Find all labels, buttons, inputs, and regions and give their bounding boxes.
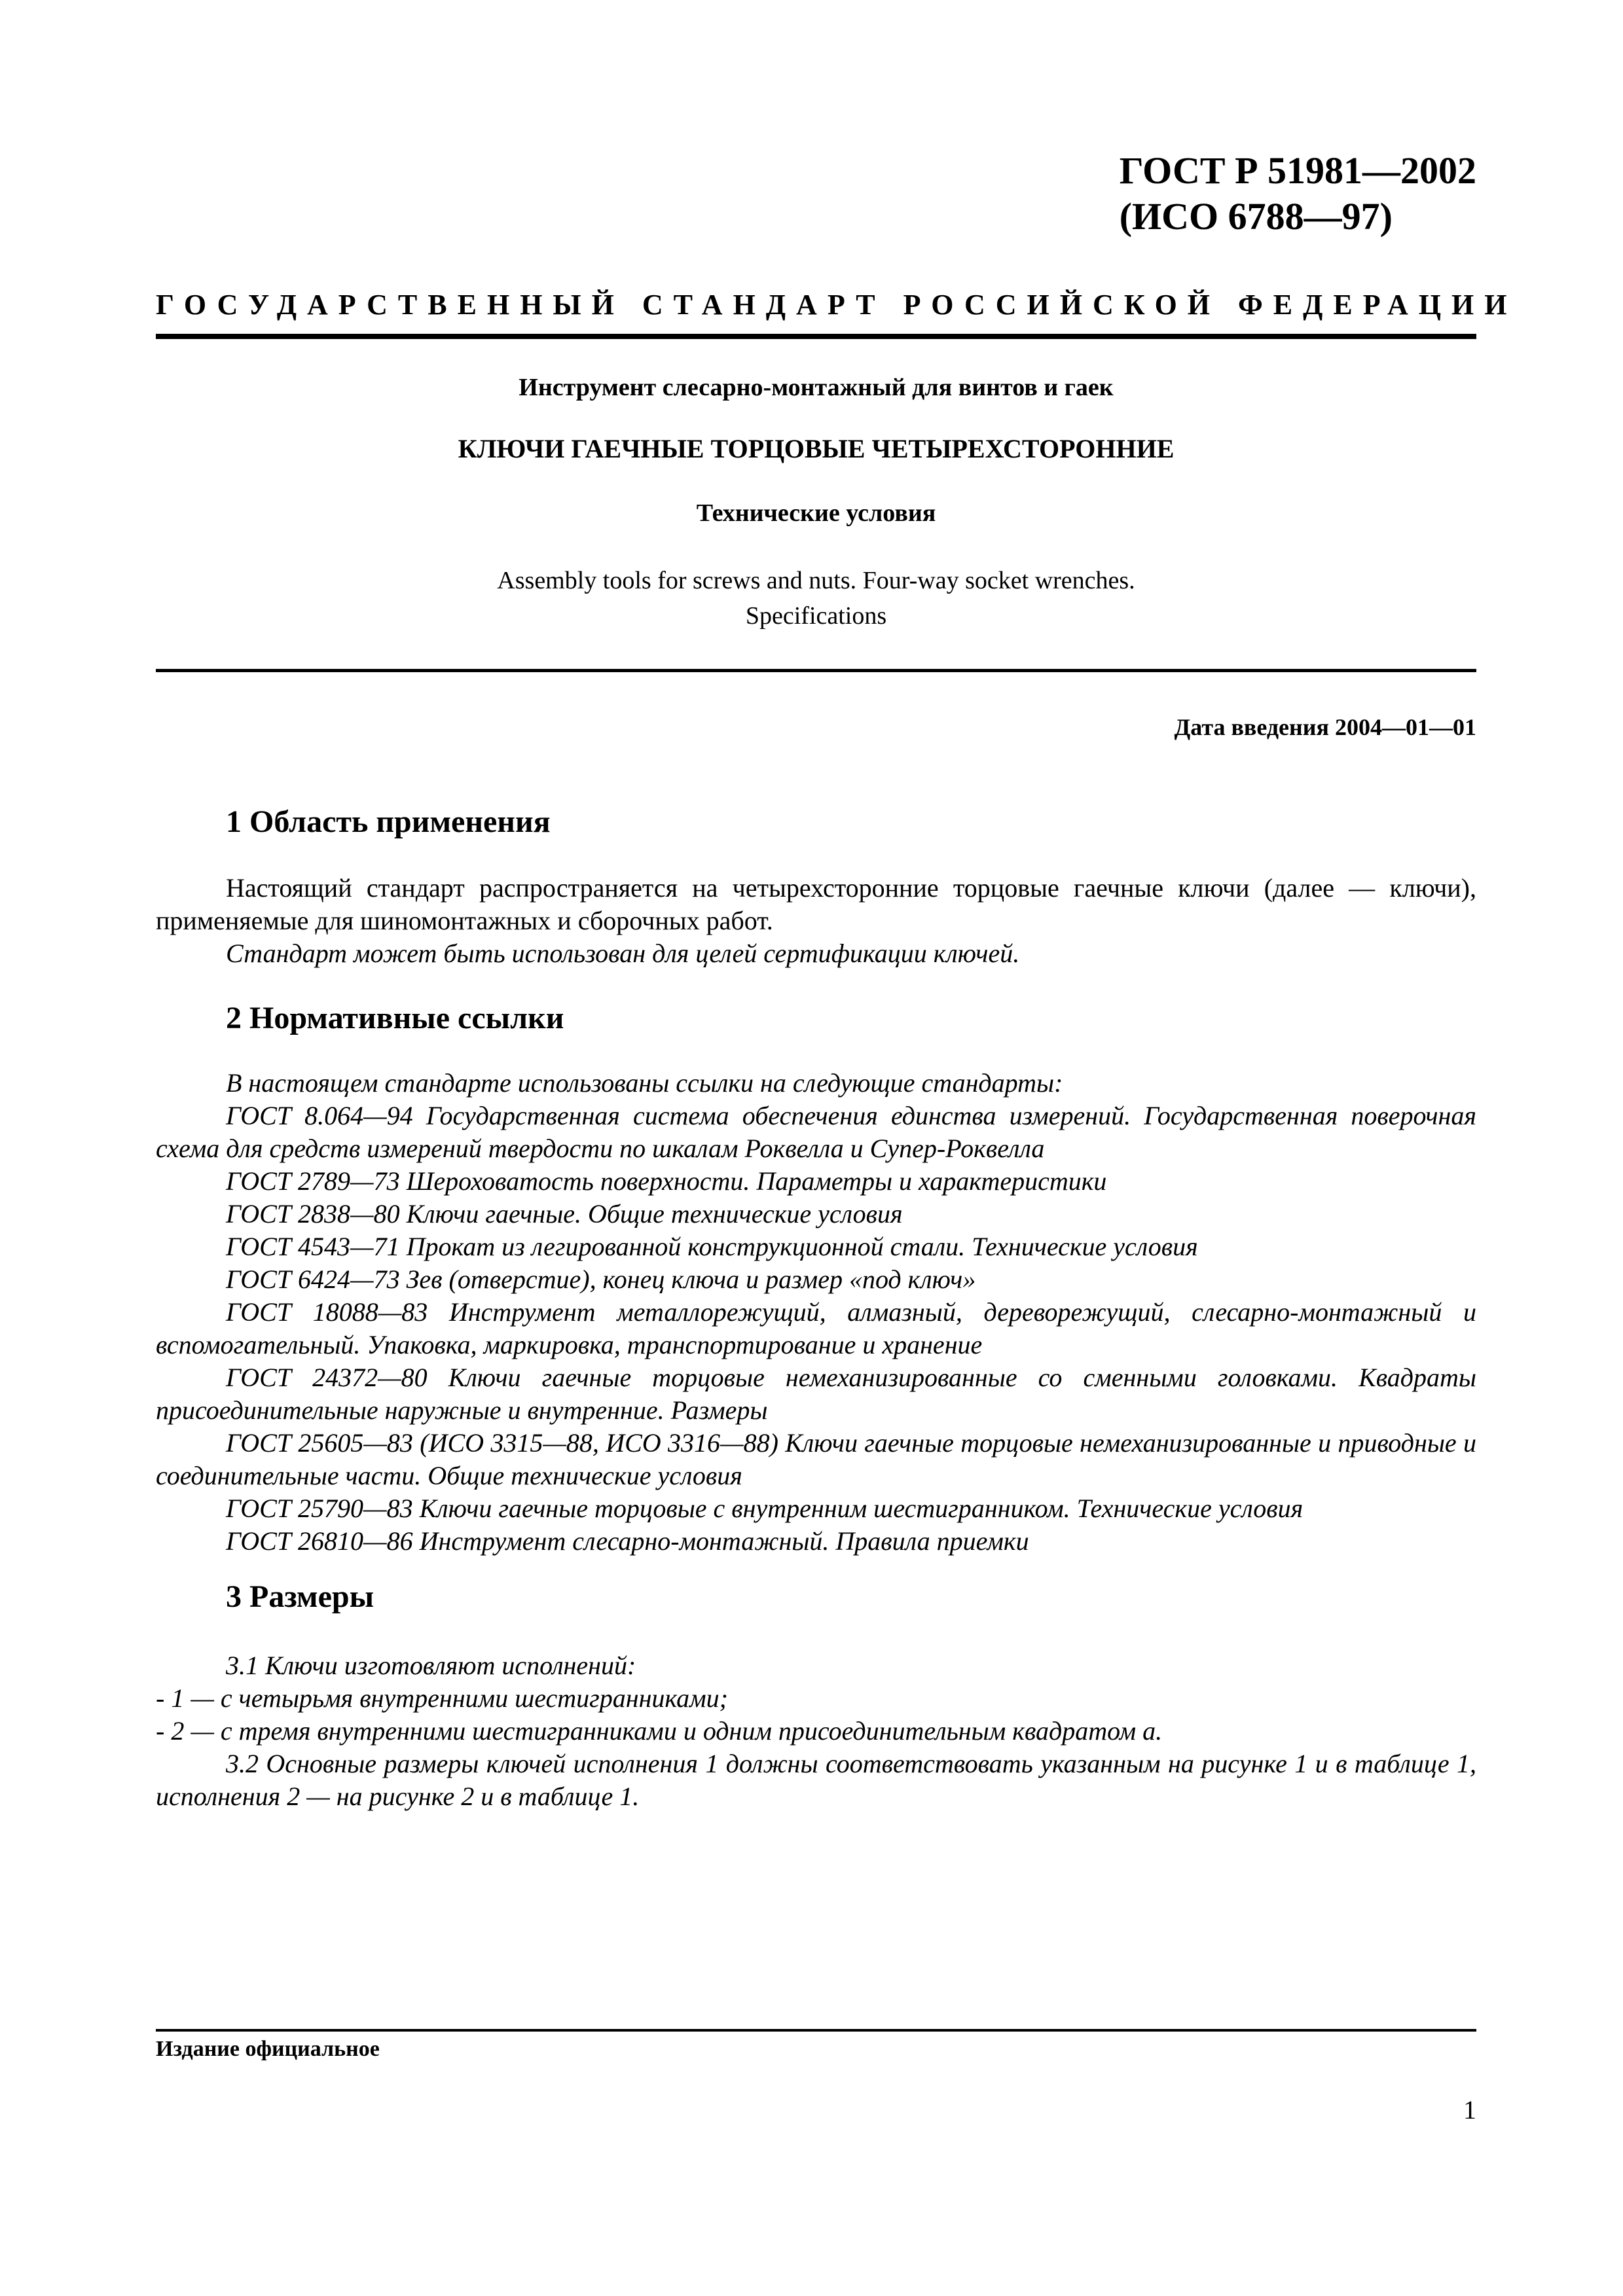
reference-item: ГОСТ 2789—73 Шероховатость поверхности. Параметры и характеристики — [226, 1166, 1107, 1196]
section-heading-references: 2 Нормативные ссылки — [226, 1001, 564, 1035]
paragraph: 3.2 Основные размеры ключей исполнения 1 должны соответствовать указанным на рисунке 1 и в таблице 1, исполнения 2 — на рисунке 2 и в таблице 1. — [156, 1749, 1476, 1811]
gost-number: ГОСТ Р 51981—2002 — [1119, 149, 1476, 192]
list-item: - 2 — с тремя внутренними шестигранниками и одним присоединительным квадратом а. — [156, 1716, 1163, 1746]
paragraph: 3.1 Ключи изготовляют исполнений: — [226, 1651, 636, 1680]
title-divider — [156, 669, 1476, 672]
reference-item: ГОСТ 8.064—94 Государственная система обеспечения единства измерений. Государственная поверочная схема для средств измерений твердости по шкалам Роквелла и Супер-Роквелла — [156, 1101, 1476, 1163]
list-item: - 1 — с четырьмя внутренними шестигранниками; — [156, 1683, 728, 1713]
paragraph: В настоящем стандарте использованы ссылки на следующие стандарты: — [226, 1068, 1063, 1098]
reference-item: ГОСТ 2838—80 Ключи гаечные. Общие технические условия — [226, 1199, 903, 1229]
reference-item: ГОСТ 25790—83 Ключи гаечные торцовые с внутренним шестигранником. Технические условия — [226, 1494, 1304, 1523]
section-heading-dimensions: 3 Размеры — [226, 1579, 374, 1614]
state-standard-banner: ГОСУДАРСТВЕННЫЙ СТАНДАРТ РОССИЙСКОЙ ФЕДЕРАЦИИ — [156, 289, 1518, 321]
paragraph: Настоящий стандарт распространяется на четырехсторонние торцовые гаечные ключи (далее — ключи), применяемые для шиномонтажных и сборочных работ. — [156, 873, 1476, 935]
paragraph: Стандарт может быть использован для целей сертификации ключей. — [226, 939, 1020, 968]
section-heading-scope: 1 Область применения — [226, 804, 551, 839]
reference-item: ГОСТ 4543—71 Прокат из легированной конструкционной стали. Технические условия — [226, 1232, 1198, 1261]
document-title: КЛЮЧИ ГАЕЧНЫЕ ТОРЦОВЫЕ ЧЕТЫРЕХСТОРОННИЕ — [458, 434, 1175, 463]
english-title — [156, 563, 1476, 634]
reference-item: ГОСТ 26810—86 Инструмент слесарно-монтажный. Правила приемки — [226, 1526, 1029, 1556]
standard-designation — [1120, 148, 1476, 239]
section-body-dimensions — [156, 1649, 1476, 1813]
english-title-line: Assembly tools for screws and nuts. Four-way socket wrenches. — [497, 567, 1135, 594]
english-title-line: Specifications — [745, 602, 887, 630]
iso-reference: (ИСО 6788—97) — [1119, 194, 1393, 238]
edition-note: Издание официальное — [156, 2037, 380, 2061]
introduction-date: Дата введения 2004—01—01 — [1174, 714, 1476, 740]
reference-item: ГОСТ 18088—83 Инструмент металлорежущий, алмазный, дереворежущий, слесарно-монтажный и вспомогательный. Упаковка, маркировка, транспортирование и хранение — [156, 1297, 1476, 1359]
section-body-references — [156, 1067, 1476, 1558]
document-type: Технические условия — [696, 499, 936, 527]
section-body-scope — [156, 872, 1476, 970]
reference-item: ГОСТ 24372—80 Ключи гаечные торцовые немеханизированные со сменными головками. Квадраты присоединительные наружные и внутренние. Размеры — [156, 1363, 1476, 1425]
page-number: 1 — [1463, 2095, 1476, 2125]
footer-divider — [156, 2029, 1476, 2032]
reference-item: ГОСТ 25605—83 (ИСО 3315—88, ИСО 3316—88) Ключи гаечные торцовые немеханизированные и приводные и соединительные части. Общие технические условия — [156, 1428, 1476, 1490]
header-divider — [156, 334, 1476, 339]
reference-item: ГОСТ 6424—73 Зев (отверстие), конец ключа и размер «под ключ» — [226, 1265, 976, 1294]
document-subtitle: Инструмент слесарно-монтажный для винтов и гаек — [519, 374, 1114, 401]
